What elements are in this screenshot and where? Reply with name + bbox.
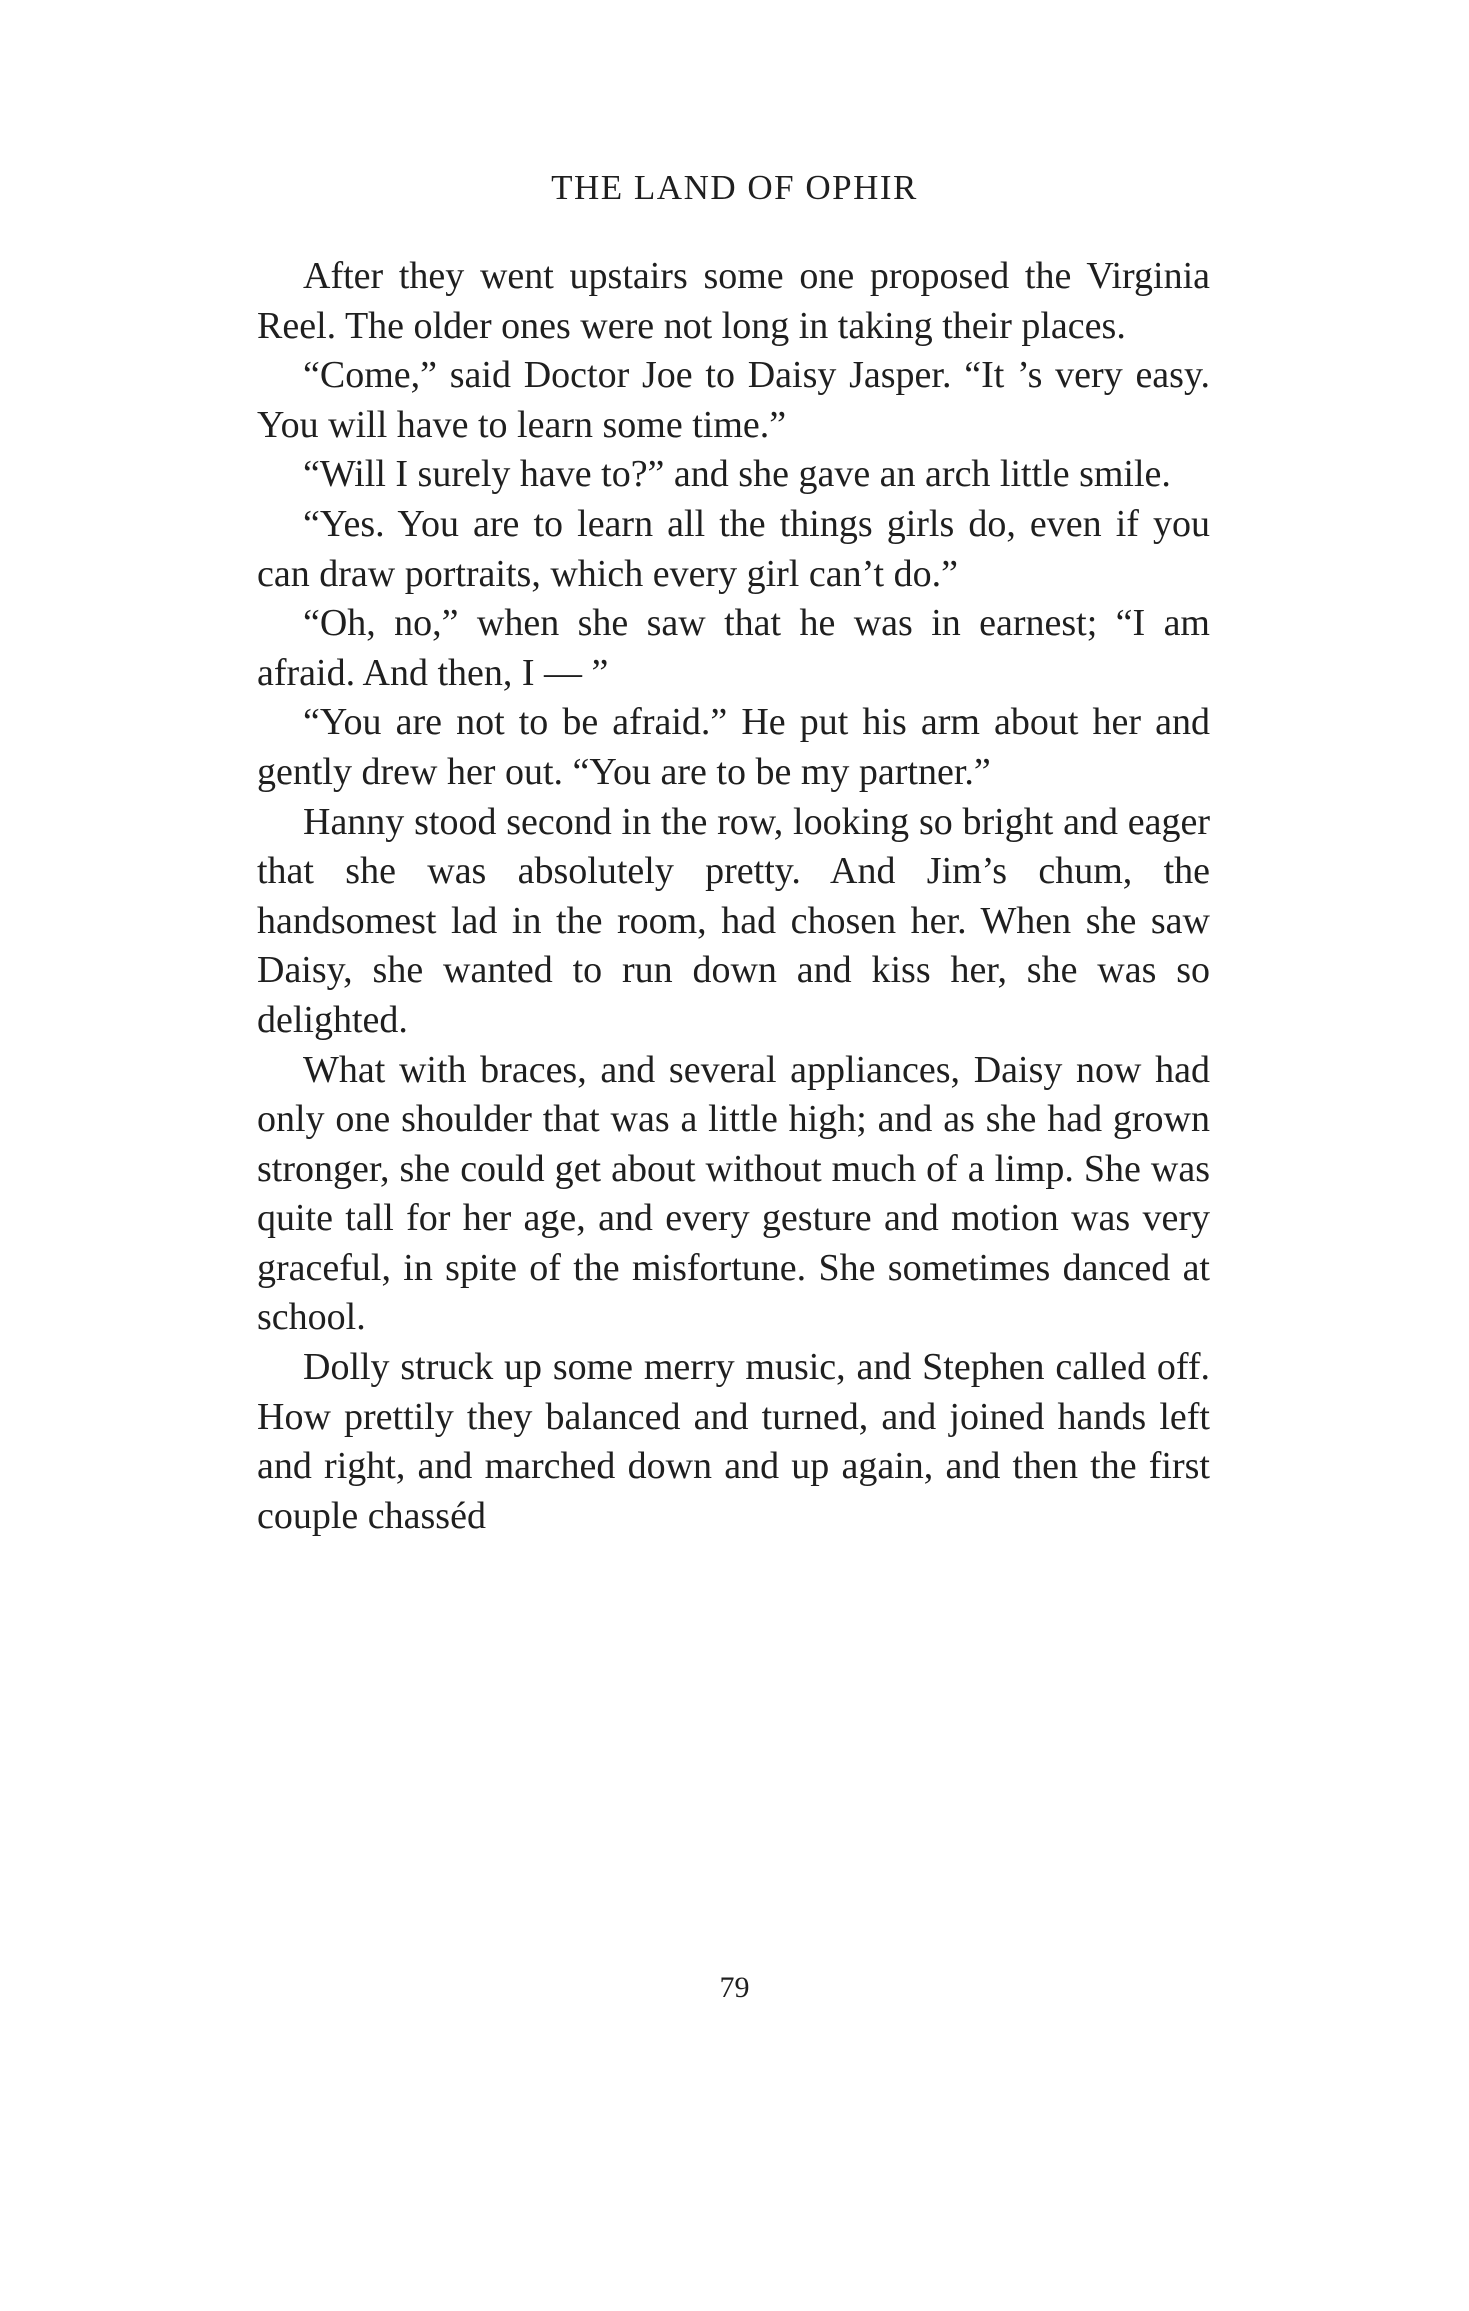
paragraph-8: What with braces, and several appliances, Daisy now had only one shoulder that was a little high; and as she had grown stronger, she could get about without much of a limp. She was quite tall for her age, and every gesture and motion was very graceful, in spite of the misfortune. She sometimes danced at school. — [257, 1048, 1210, 1339]
paragraph-1: After they went upstairs some one proposed the Virginia Reel. The older ones were not long in taking their places. — [257, 255, 1210, 347]
paragraph-3: “Will I surely have to?” and she gave an arch little smile. — [303, 453, 1171, 496]
paragraph-5: “Oh, no,” when she saw that he was in earnest; “I am afraid. And then, I — ” — [257, 602, 1210, 694]
paragraph-7: Hanny stood second in the row, looking so bright and eager that she was absolutely pretty. And Jim’s chum, the handsomest lad in the room, had chosen her. When she saw Daisy, she wanted to run down and kiss her, she was so delighted. — [257, 800, 1210, 1041]
paragraph-6: “You are not to be afraid.” He put his arm about her and gently drew her out. “You are to be my partner.” — [257, 701, 1210, 793]
paragraph-2: “Come,” said Doctor Joe to Daisy Jasper. “It ’s very easy. You will have to learn some time.” — [257, 354, 1210, 446]
page-number: 79 — [719, 1971, 750, 2004]
body-text — [257, 252, 1210, 1541]
running-head: THE LAND OF OPHIR — [551, 168, 918, 207]
paragraph-9: Dolly struck up some merry music, and Stephen called off. How prettily they balanced and turned, and joined hands left and right, and marched down and up again, and then the first couple chasséd — [257, 1346, 1210, 1537]
paragraph-4: “Yes. You are to learn all the things girls do, even if you can draw portraits, which every girl can’t do.” — [257, 502, 1210, 595]
